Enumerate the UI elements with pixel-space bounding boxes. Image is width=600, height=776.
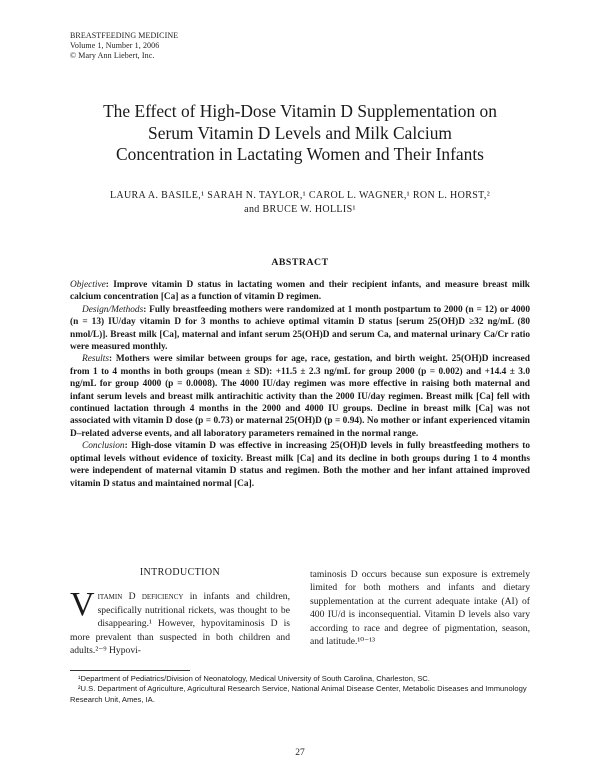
intro-left-text: in infants and children, specifically nutritional rickets, was thought to be disappearing.¹ However, hypovitaminosis D is more prevalent than suspected in both children and adults.²⁻⁹ Hypovi- bbox=[70, 591, 290, 657]
design-text: : Fully breastfeeding mothers were randomized at 1 month postpartum to 2000 (n = 12) or 4000 (n = 13) IU/day vitamin D for 3 months to achieve optimal vitamin D status [serum 25(OH)D ≥32 ng/mL (80 nmol/L)]. Breast milk [Ca], maternal and infant serum 25(OH)D and serum Ca, and maternal urinary Ca/Cr ratio were measured monthly. bbox=[70, 304, 530, 353]
page-number: 27 bbox=[295, 748, 305, 758]
abstract-results bbox=[70, 353, 530, 440]
journal-copyright: © Mary Ann Liebert, Inc. bbox=[70, 51, 155, 60]
conclusion-label: Conclusion bbox=[82, 441, 125, 452]
journal-volume: Volume 1, Number 1, 2006 bbox=[70, 41, 160, 50]
objective-label: Objective bbox=[70, 280, 106, 290]
journal-name: BREASTFEEDING MEDICINE bbox=[70, 31, 179, 40]
conclusion-text: : High-dose vitamin D was effective in increasing 25(OH)D levels in fully breastfeeding mothers to optimal levels without evidence of toxicity. Breast milk [Ca] and its decline in both groups during 1 to 4 months were independent of maternal vitamin D status and regimen. Both the mother and her infant attained improved vitamin D status and maintained normal [Ca]. bbox=[70, 441, 530, 489]
results-label: Results bbox=[82, 354, 109, 365]
abstract-conclusion bbox=[70, 440, 530, 490]
footnotes bbox=[70, 674, 530, 705]
intro-left-column bbox=[70, 566, 290, 657]
intro-paragraph bbox=[70, 586, 290, 657]
objective-text: : Improve vitamin D status in lactating women and their recipient infants, and measure breast milk calcium concentration [Ca] as a function of vitamin D regimen. bbox=[70, 280, 530, 303]
drop-cap: V bbox=[70, 586, 95, 624]
intro-right-text: taminosis D occurs because sun exposure is extremely limited for both mothers and infants and dietary supplementation at the current adequate intake (AI) of 400 IU/d is inconsequential. Vitamin D levels also vary according to race and degree of pigmentation, season, and latitude.¹⁰⁻¹³ bbox=[310, 569, 530, 648]
footnote-1: ¹Department of Pediatrics/Division of Neonatology, Medical University of South Carolina, Charleston, SC. bbox=[78, 674, 430, 683]
results-text: : Mothers were similar between groups for age, race, gestation, and birth weight. 25(OH)D increased from 1 to 4 months in both groups (mean ± SD): +11.5 ± 2.3 ng/mL for group 2000 (p = 0.002) and +14.4 ± 3.0 ng/mL for group 4000 (p = 0.0008). The 4000 IU/day regimen was more effective in raising both maternal and infant serum levels and breast milk antirachitic activity than the 2000 IU/day regimen. Breast milk [Ca] fell with continued lactation through 4 months in the 2000 and 4000 IU groups. Decline in breast milk [Ca] was not associated with vitamin D dose (p = 0.73) or maternal 25(OH)D (p = 0.94). No mother or infant experienced vitamin D–related adverse events, and all laboratory parameters remained in the normal range. bbox=[70, 354, 530, 439]
abstract-design bbox=[70, 304, 530, 354]
title-line-3: Concentration in Lactating Women and Their Infants bbox=[116, 144, 484, 164]
footnote-rule bbox=[70, 670, 190, 671]
abstract-objective bbox=[70, 279, 530, 304]
abstract-body bbox=[70, 279, 530, 490]
author-list bbox=[0, 189, 600, 217]
intro-smallcaps: itamin D deficiency bbox=[97, 591, 184, 603]
intro-right-column bbox=[310, 568, 530, 648]
title-line-1: The Effect of High-Dose Vitamin D Supplementation on bbox=[103, 101, 497, 121]
footnote-2: ²U.S. Department of Agriculture, Agricultural Research Service, National Animal Disease Center, Metabolic Diseases and Immunology Research Unit, Ames, IA. bbox=[70, 684, 527, 704]
intro-heading: INTRODUCTION bbox=[139, 567, 221, 578]
journal-header bbox=[70, 31, 178, 61]
authors-line-1: LAURA A. BASILE,¹ SARAH N. TAYLOR,¹ CAROL L. WAGNER,¹ RON L. HORST,² bbox=[109, 190, 491, 201]
abstract-heading: ABSTRACT bbox=[271, 257, 329, 268]
authors-line-2: and BRUCE W. HOLLIS¹ bbox=[244, 204, 356, 215]
article-title bbox=[0, 101, 600, 166]
title-line-2: Serum Vitamin D Levels and Milk Calcium bbox=[148, 122, 452, 143]
design-label: Design/Methods bbox=[82, 304, 144, 315]
